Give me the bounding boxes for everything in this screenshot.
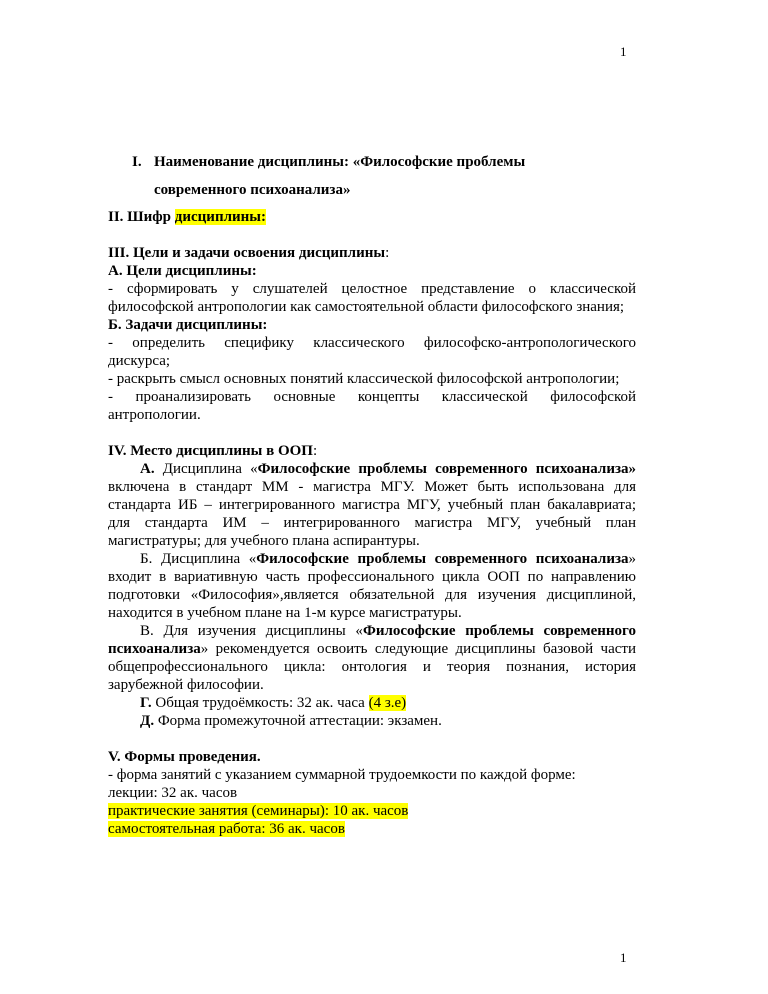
section-1-title (132, 148, 636, 204)
section-2-heading (108, 208, 636, 226)
task-item: - определить специфику классического философско-антропологического дискурса; (108, 335, 636, 369)
section-1-line-1: Наименование дисциплины: «Философские проблемы (154, 154, 526, 170)
section-4-heading: IV. Место дисциплины в ООП: (108, 443, 318, 459)
lectures-line: лекции: 32 ак. часов (108, 785, 238, 801)
section-2-label: II. Шифр (108, 209, 172, 225)
section-2-highlight: дисциплины: (174, 209, 266, 225)
selfwork-line: самостоятельная работа: 36 ак. часов (108, 821, 345, 837)
goals-text: - сформировать у слушателей целостное представление о классической философской антропологии как самостоятельной области философского знания; (108, 281, 636, 315)
section-4-paragraph-g: Г. Общая трудоёмкость: 32 ак. часа (4 з.е) (140, 695, 407, 711)
tasks-heading: Б. Задачи дисциплины: (108, 317, 268, 333)
page-number-bottom: 1 (620, 950, 627, 965)
section-4-paragraph-b: Б. Дисциплина «Философские проблемы современного психоанализа» входит в вариативную часть профессионального цикла ООП по направлению подготовки «Философия»,является обязательной для изучения дисциплиной, находится в учебном плане на 1-м курсе магистратуры. (108, 551, 637, 621)
section-4-paragraph-d: Д. Форма промежуточной аттестации: экзамен. (140, 713, 442, 729)
page-number-top: 1 (620, 44, 627, 59)
task-item: - раскрыть смысл основных понятий классической философской антропологии; (108, 371, 620, 387)
section-1-text (154, 148, 594, 204)
section-4-paragraph-a: А. Дисциплина «Философские проблемы современного психоанализа» включена в стандарт ММ - магистра МГУ. Может быть использована для стандарта ИБ – интегрированного магистра МГУ, учебный план бакалавриата; для стандарта ИМ – интегрированного магистра МГУ, учебный план магистратуры; для учебного плана аспирантуры. (108, 461, 637, 549)
task-item: - проанализировать основные концепты классической философской антропологии. (108, 389, 636, 423)
section-5-intro: - форма занятий с указанием суммарной трудоемкости по каждой форме: (108, 767, 576, 783)
practice-line: практические занятия (семинары): 10 ак. часов (108, 803, 409, 819)
section-3-heading: III. Цели и задачи освоения дисциплины: (108, 245, 390, 261)
section-4-paragraph-c: В. Для изучения дисциплины «Философские проблемы современного психоанализа» рекомендуется освоить следующие дисциплины базовой части общепрофессионального цикла: онтология и теория познания, история зарубежной философии. (108, 623, 636, 693)
section-5-heading: V. Формы проведения. (108, 749, 261, 765)
section-1-numeral: I. (132, 154, 142, 170)
document-body (108, 148, 636, 838)
credits-highlight: (4 з.е) (368, 695, 407, 711)
section-1-line-2: современного психоанализа» (154, 182, 351, 198)
goals-heading: А. Цели дисциплины: (108, 263, 257, 279)
